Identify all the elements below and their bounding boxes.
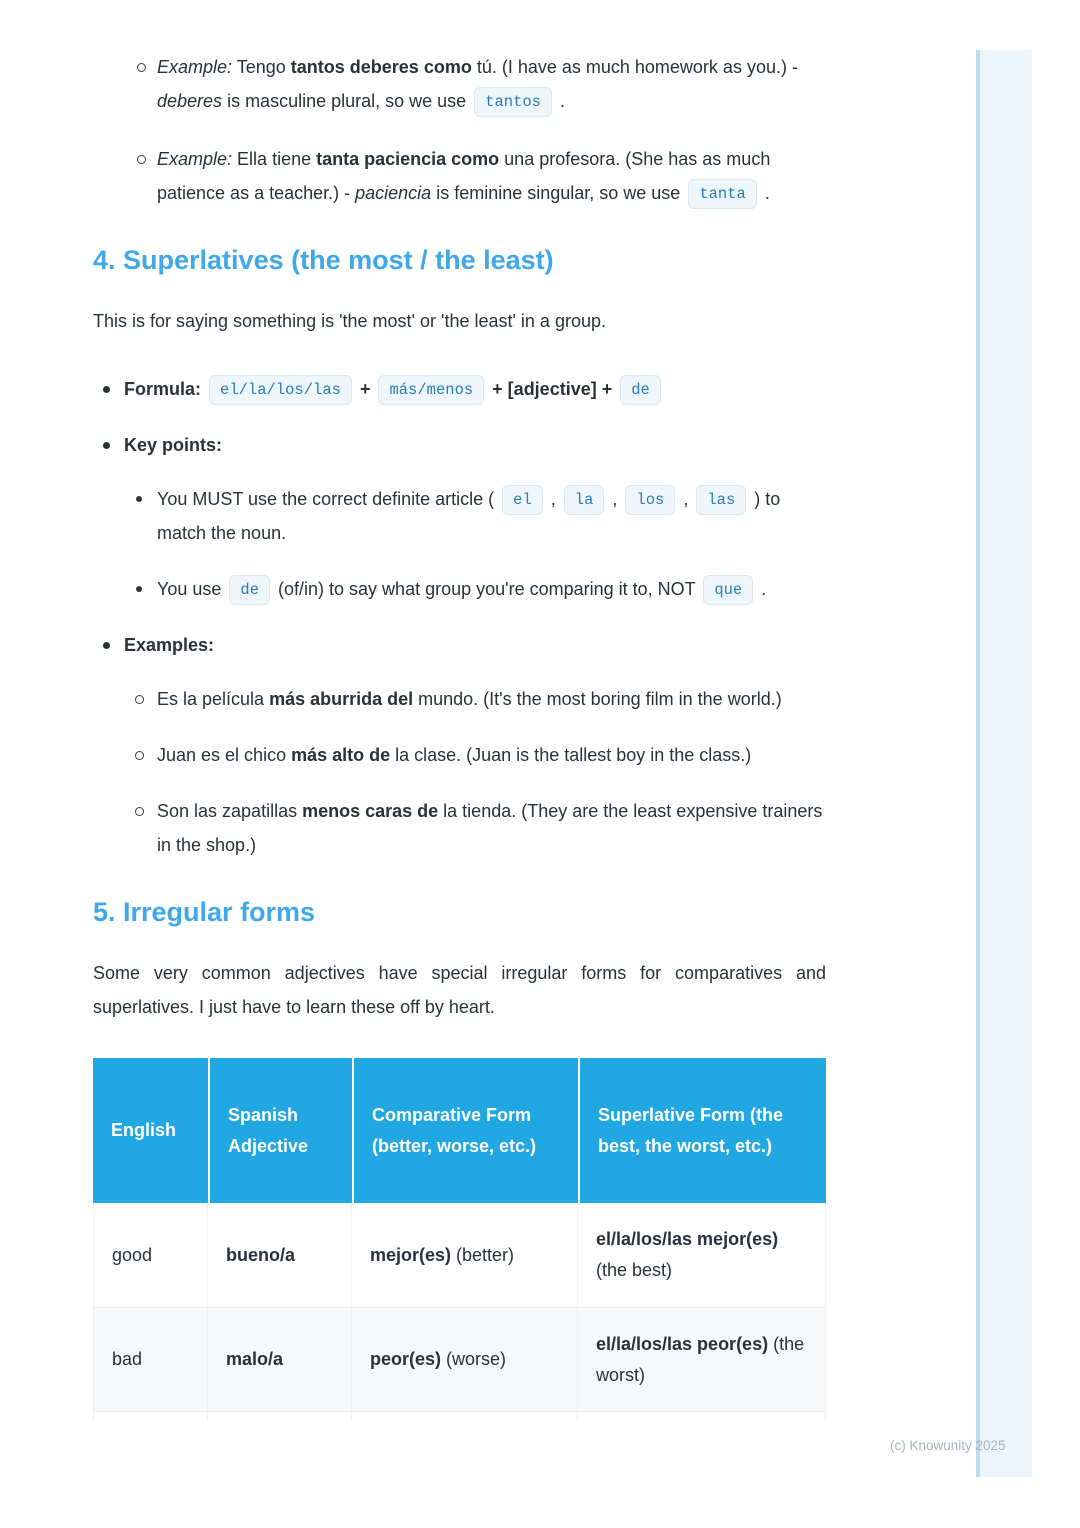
- table-row: [93, 1203, 826, 1308]
- formula-item: [93, 372, 826, 406]
- table-cell: [93, 1203, 208, 1308]
- text-segment: ,: [678, 489, 694, 509]
- text-segment: la clase. (Juan is the tallest boy in the class.): [390, 745, 752, 765]
- text-segment: menos caras de: [302, 801, 439, 821]
- text-segment: Son las zapatillas: [157, 801, 303, 821]
- key-points-sublist: [124, 482, 826, 606]
- text-segment: más aburrida del: [269, 689, 414, 709]
- table-header-cell: Spanish Adjective: [208, 1058, 352, 1203]
- examples-item: [93, 628, 826, 862]
- table-cell: [578, 1203, 826, 1308]
- table-row-clipped: [93, 1412, 826, 1421]
- table-cell: [352, 1308, 578, 1412]
- text-segment: tú. (I have as much homework as you.) -: [471, 57, 798, 77]
- irregular-forms-table: [93, 1058, 826, 1421]
- text-segment: tanta paciencia como: [316, 149, 500, 169]
- text-segment: (better): [451, 1244, 515, 1265]
- text-segment: mejor(es): [370, 1244, 452, 1265]
- key-points-item: [93, 428, 826, 606]
- text-segment: Example:: [157, 57, 233, 77]
- text-segment: el/la/los/las mejor(es): [596, 1229, 779, 1249]
- code-chip: el/la/los/las: [209, 375, 352, 405]
- text-segment: Formula:: [124, 379, 207, 399]
- code-chip: más/menos: [378, 375, 484, 405]
- examples-label: Examples:: [124, 635, 215, 655]
- code-chip: que: [703, 575, 753, 605]
- section-5-intro: Some very common adjectives have special irregular forms for comparatives and superlatives. I just have to learn these off by heart.: [93, 963, 826, 1017]
- section-4-intro: This is for saying something is 'the most' or 'the least' in a group.: [93, 311, 606, 331]
- text-segment: (of/in) to say what group you're comparing it to, NOT: [273, 579, 701, 599]
- code-chip: de: [229, 575, 270, 605]
- irregular-forms-table-wrap: [93, 1058, 826, 1421]
- text-segment: deberes: [157, 91, 223, 111]
- page-edge-strip: [976, 50, 1032, 1477]
- text-segment: good: [112, 1244, 153, 1265]
- text-segment: ,: [607, 489, 623, 509]
- example-list-item: [124, 682, 826, 716]
- table-cell: [352, 1412, 578, 1421]
- code-chip: los: [625, 485, 675, 515]
- code-chip: el: [502, 485, 543, 515]
- text-segment: Example:: [157, 149, 233, 169]
- key-point-list-item: [124, 572, 826, 606]
- example-list-item: [93, 50, 826, 118]
- table-header-cell: Superlative Form (the best, the worst, etc.): [578, 1058, 826, 1203]
- text-segment: +: [354, 379, 376, 399]
- text-segment: .: [759, 183, 770, 203]
- table-header-row: [93, 1058, 826, 1203]
- copyright-footer: (c) Knowunity 2025: [890, 1438, 1006, 1453]
- text-segment: la tienda. (They are the least expensive trainers in the shop.): [157, 801, 823, 855]
- section-4-heading: 4. Superlatives (the most / the least): [93, 245, 554, 275]
- code-chip: tanta: [688, 179, 757, 209]
- text-segment: (worse): [441, 1349, 507, 1369]
- table-row: [93, 1308, 826, 1412]
- table-cell: [93, 1412, 208, 1421]
- key-point-list-item: [124, 482, 826, 550]
- tanto-examples-list: [93, 50, 826, 210]
- code-chip: la: [564, 485, 605, 515]
- table-header-cell: Comparative Form (better, worse, etc.): [352, 1058, 578, 1203]
- example-list-item: [93, 142, 826, 210]
- text-segment: bueno/a: [226, 1244, 296, 1265]
- table-header-cell: English: [93, 1058, 208, 1203]
- text-segment: ) to match the noun.: [157, 489, 781, 543]
- text-segment: You MUST use the correct definite article (: [157, 489, 500, 509]
- page-content: [93, 50, 826, 1421]
- text-segment: You use: [157, 579, 227, 599]
- text-segment: Ella tiene: [232, 149, 317, 169]
- text-segment: .: [756, 579, 767, 599]
- key-points-label: Key points:: [124, 435, 223, 455]
- text-segment: Juan es el chico: [157, 745, 292, 765]
- text-segment: tantos deberes como: [290, 57, 472, 77]
- text-segment: is masculine plural, so we use: [222, 91, 472, 111]
- text-segment: (the best): [596, 1260, 673, 1280]
- text-segment: .: [554, 91, 565, 111]
- text-segment: + [adjective] +: [487, 379, 618, 399]
- text-segment: Es la película: [157, 689, 270, 709]
- text-segment: el/la/los/las peor(es): [596, 1333, 769, 1354]
- table-cell: [208, 1203, 352, 1308]
- example-list-item: [124, 738, 826, 772]
- examples-sublist: [124, 682, 826, 862]
- table-cell: [578, 1308, 826, 1412]
- text-segment: ,: [545, 489, 561, 509]
- text-segment: (the worst): [596, 1333, 805, 1385]
- table-cell: [352, 1203, 578, 1308]
- table-cell: [208, 1412, 352, 1421]
- text-segment: malo/a: [226, 1349, 284, 1369]
- table-cell: [578, 1412, 826, 1421]
- text-segment: is feminine singular, so we use: [431, 183, 686, 203]
- section-4-list: [93, 372, 826, 862]
- code-chip: tantos: [474, 87, 552, 117]
- text-segment: paciencia: [355, 183, 432, 203]
- text-segment: una profesora. (She has as much patience as a teacher.) -: [157, 149, 771, 203]
- code-chip: de: [620, 375, 661, 405]
- text-segment: más alto de: [291, 745, 391, 765]
- example-list-item: [124, 794, 826, 862]
- text-segment: mundo. (It's the most boring film in the world.): [413, 689, 782, 709]
- text-segment: Tengo: [232, 57, 291, 77]
- text-segment: peor(es): [370, 1349, 442, 1369]
- section-5-heading: 5. Irregular forms: [93, 897, 316, 927]
- table-cell: [93, 1308, 208, 1412]
- text-segment: bad: [112, 1349, 143, 1369]
- code-chip: las: [696, 485, 746, 515]
- table-cell: [208, 1308, 352, 1412]
